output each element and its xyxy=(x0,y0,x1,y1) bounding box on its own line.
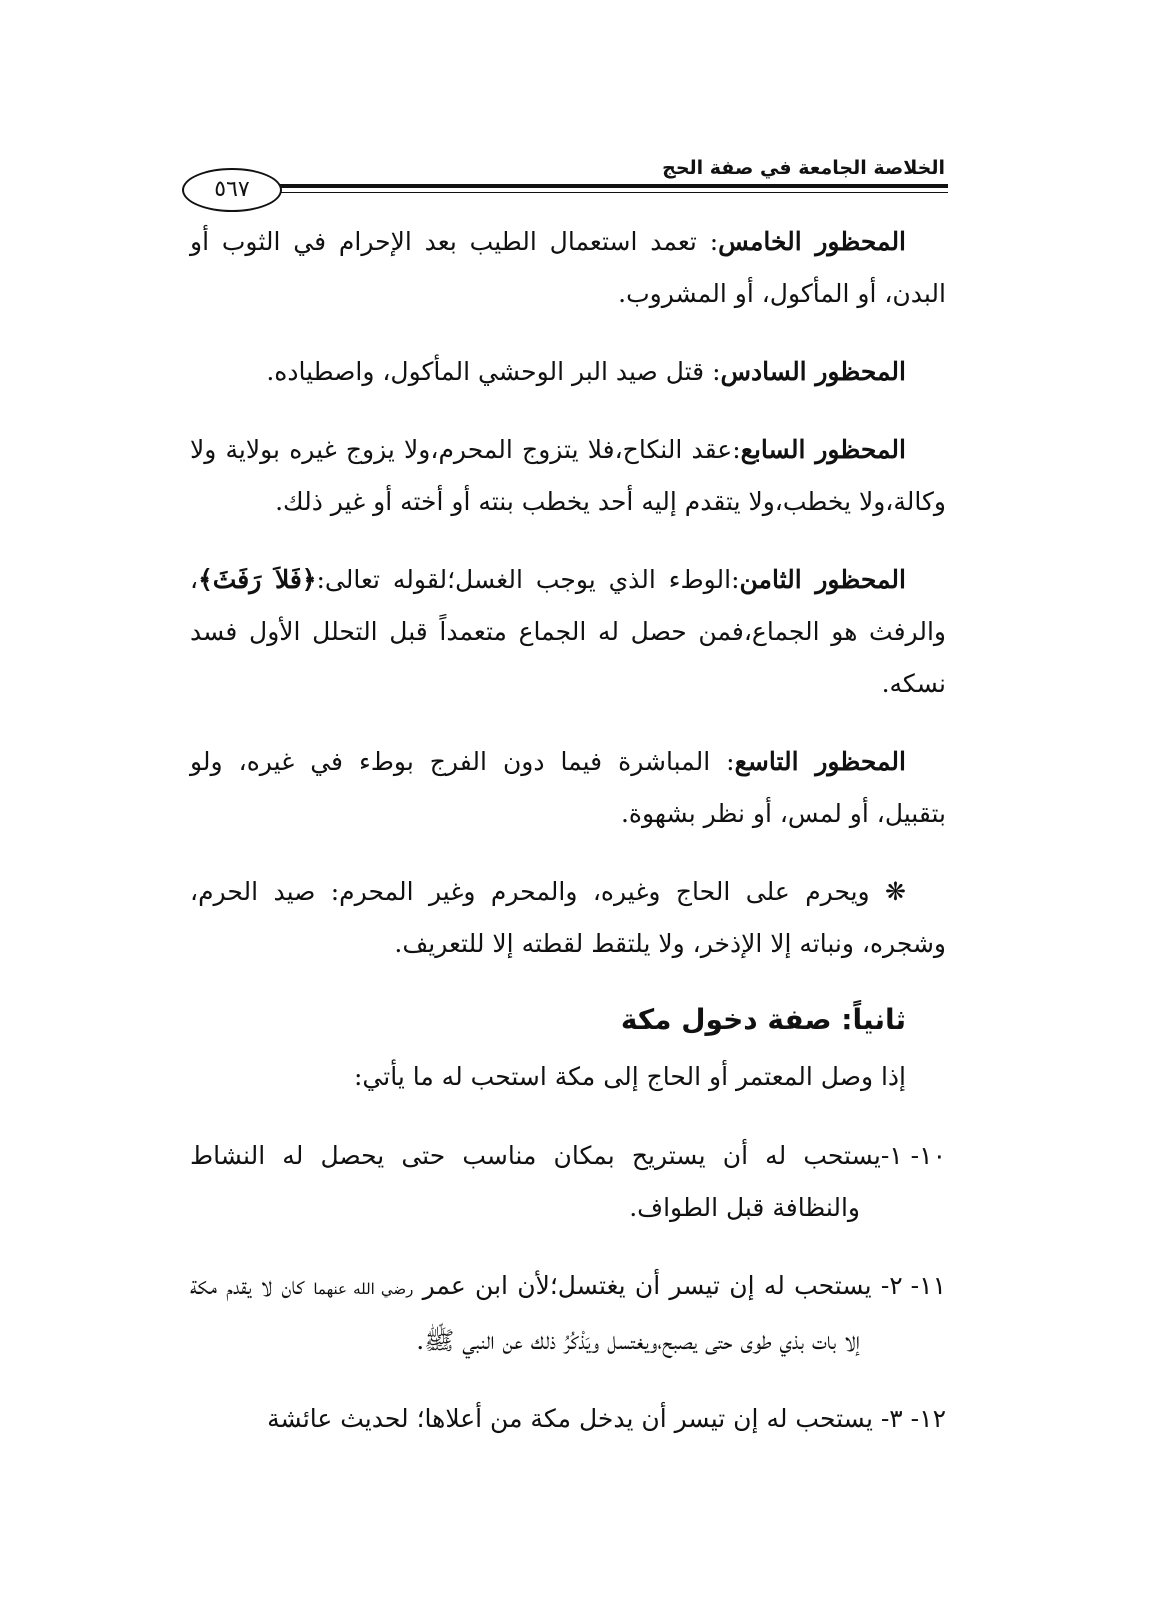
paragraph-prohibition-7 xyxy=(190,424,946,528)
list-item-text: كان لا يقدم مكة إلا بات بذي طوى حتى يصبح،ويغتسل ويَذْكُرُ ذلك عن النبي ﷺ. xyxy=(190,1271,860,1355)
paragraph-text: ، والرفث هو الجماع،فمن حصل له الجماع متعمداً قبل التحلل الأول فسد نسكه. xyxy=(190,565,946,698)
running-title: الخلاصة الجامعة في صفة الحج xyxy=(662,157,945,179)
list-item xyxy=(190,1260,946,1367)
paragraph-haram-sanctuary xyxy=(190,866,946,970)
page-number: ٥٦٧ xyxy=(182,168,282,212)
list-item-text: يستحب له أن يستريح بمكان مناسب حتى يحصل له النشاط والنظافة قبل الطواف. xyxy=(190,1141,881,1222)
paragraph-prohibition-9 xyxy=(190,736,946,840)
section-heading: ثانياً: صفة دخول مكة xyxy=(620,1003,906,1036)
paragraph-term: المحظور الخامس xyxy=(718,227,907,256)
list-item xyxy=(190,1393,946,1445)
list-item-number: ١٢- ٣- xyxy=(880,1404,946,1433)
list-item-number: ١١- ٢- xyxy=(880,1271,946,1300)
quran-quote: ﴿فَلاَ رَفَثَ﴾ xyxy=(198,565,317,594)
paragraph-term: المحظور التاسع xyxy=(734,747,906,776)
paragraph-text: ❋ ويحرم على الحاج وغيره، والمحرم وغير المحرم: صيد الحرم، وشجره، ونباته إلا الإذخر، ولا يلتقط لقطته إلا للتعريف. xyxy=(190,877,946,958)
list-item-text: يستحب له إن تيسر أن يغتسل؛لأن ابن عمر xyxy=(413,1271,881,1300)
paragraph-text: :عقد النكاح،فلا يتزوج المحرم،ولا يزوج غيره بولاية ولا وكالة،ولا يخطب،ولا يتقدم إليه أحد يخطب بنته أو أخته أو غير ذلك. xyxy=(190,435,946,516)
paragraph-text: : تعمد استعمال الطيب بعد الإحرام في الثوب أو البدن، أو المأكول، أو المشروب. xyxy=(190,227,946,308)
paragraph-prohibition-6 xyxy=(190,346,946,398)
paragraph-text: : قتل صيد البر الوحشي المأكول، واصطياده. xyxy=(266,357,721,386)
paragraph-text: :الوطء الذي يوجب الغسل؛لقوله تعالى: xyxy=(316,565,740,594)
paragraph-text: : المباشرة فيما دون الفرج بوطء في غيره، ولو بتقبيل، أو لمس، أو نظر بشهوة. xyxy=(190,747,946,828)
header-rule-thin xyxy=(262,192,948,193)
page-body xyxy=(190,216,946,1471)
paragraph-term: المحظور السابع xyxy=(740,435,906,464)
section-intro: إذا وصل المعتمر أو الحاج إلى مكة استحب له ما يأتي: xyxy=(353,1062,906,1091)
honorific: رضي الله عنهما xyxy=(313,1280,414,1298)
paragraph-prohibition-8 xyxy=(190,554,946,710)
header-rule-thick xyxy=(272,184,948,188)
list-item-text: يستحب له إن تيسر أن يدخل مكة من أعلاها؛ لحديث عائشة xyxy=(267,1404,881,1433)
list-item xyxy=(190,1130,946,1234)
paragraph-term: المحظور السادس xyxy=(720,357,906,386)
paragraph-term: المحظور الثامن xyxy=(739,565,906,594)
list-item-number: ١٠- ١- xyxy=(880,1141,946,1170)
paragraph-prohibition-5 xyxy=(190,216,946,320)
